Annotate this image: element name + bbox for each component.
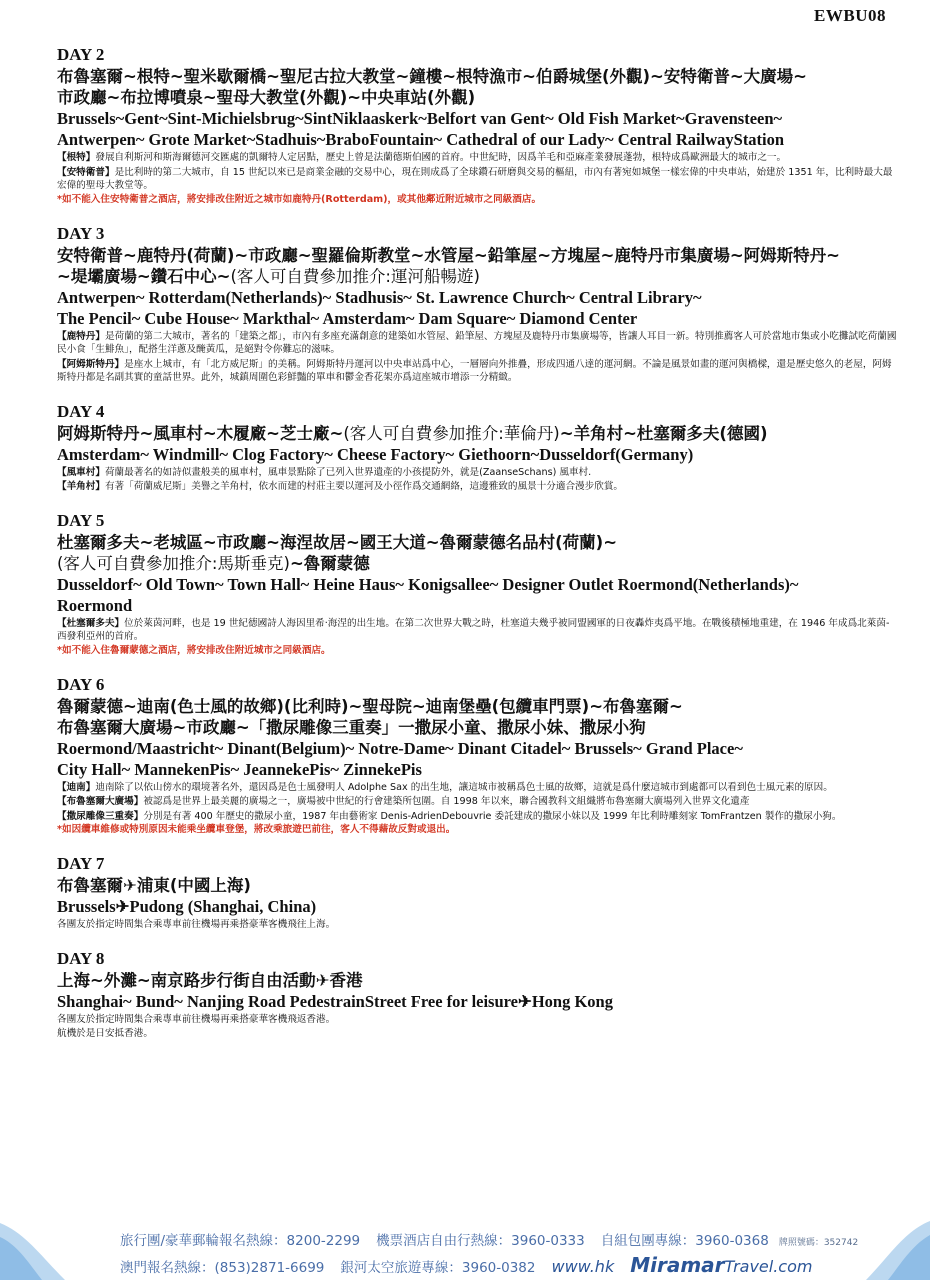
hotel-notice: *如因纜車維修或特別原因未能乘坐纜車登堡，將改乘旅遊巴前往，客人不得藉故反對或退出。 (57, 824, 456, 835)
place-tag: 【羊角村】 (57, 481, 105, 492)
day-section (57, 44, 897, 207)
place-description: 各團友於指定時間集合乘專車前往機場再乘搭豪華客機飛往上海。 (57, 919, 336, 930)
day-label: DAY 7 (57, 854, 105, 873)
day-label: DAY 6 (57, 674, 105, 694)
day-section (57, 401, 897, 494)
optional-tour-note: (客人可自費參加推介:運河船暢遊) (230, 266, 480, 286)
english-route-title: Roermond/Maastricht~ Dinant(Belgium)~ Notre-Dame~ Dinant Citadel~ Brussels~ Grand Place~ (57, 738, 743, 758)
macau-hotline: 澳門報名熱線：(853)2871-6699 (120, 1260, 325, 1276)
place-description: 【安特衛普】是比利時的第二大城市，自 15 世紀以來已是商業金融的交易中心，現在則成爲了全球鑽石研磨與交易的樞紐，市內有著宛如城堡一樣宏偉的中央車站，始建於 1351 年，比利時最大最宏偉的聖母大教堂等。 (57, 166, 893, 191)
day-label: DAY 5 (57, 510, 105, 530)
place-description: 【阿姆斯特丹】是座水上城市，有「北方威尼斯」的美稱。阿姆斯特丹運河以中央車站爲中心，一層層向外推疊，形成四通八達的運河網。不論是風景如畫的運河與橋樑，還是歷史悠久的老屋，阿姆斯特丹都是名副其實的童話世界。此外，城鎮周圍色彩鮮豔的單車和鬱金香花架亦爲這座城市增添一分精緻。 (57, 358, 892, 383)
day-section (57, 853, 897, 932)
footer (0, 1215, 930, 1280)
footer-hotlines-row (120, 1229, 874, 1249)
chinese-route-title: (客人可自費參加推介:馬斯垂克)~魯爾蒙德 (57, 553, 370, 573)
place-description: 【迪南】迪南除了以依山傍水的環境著名外，還因爲是色士風發明人 Adolphe Sax 的出生地，讓這城市被稱爲色士風的故鄉，這就是爲什麼這城市到處都可以看到色士風元素的原因。 (57, 781, 833, 793)
place-description: 各團友於指定時間集合乘專車前往機場再乘搭豪華客機飛返香港。 (57, 1013, 336, 1025)
day-section (57, 510, 897, 658)
english-route-title: Shanghai~ Bund~ Nanjing Road PedestrainStreet Free for leisure✈Hong Kong (57, 991, 613, 1011)
day-label: DAY 4 (57, 401, 105, 421)
english-route-title: Brussels~Gent~Sint-Michielsbrug~SintNiklaaskerk~Belfort van Gent~ Old Fish Market~Gravensteen~ (57, 109, 783, 128)
place-description: 【根特】發展自利斯河和斯海爾德河交匯處的凱爾特人定居點，歷史上曾是法蘭德斯伯國的首府。中世紀時，因爲羊毛和亞麻產業發展蓬勃，根特成爲歐洲最大的城市之一。 (57, 152, 787, 163)
chinese-route-title: 上海~外灘~南京路步行街自由活動✈香港 (57, 970, 363, 990)
place-tag: 【杜塞爾多夫】 (57, 617, 125, 629)
english-route-title: Roermond (57, 595, 133, 615)
place-tag: 【布魯塞爾大廣場】 (57, 796, 144, 807)
day-label: DAY 8 (57, 948, 105, 968)
place-description: 【杜塞爾多夫】位於萊茵河畔，也是 19 世紀德國詩人海因里希·海涅的出生地。在第二次世界大戰之時，杜塞道夫幾乎被同盟國軍的日夜轟炸夷爲平地。在戰後積極地重建，在 1946 年成爲北萊茵-西發利亞州的首府。 (57, 617, 890, 642)
optional-tour-note: (客人可自費參加推介:馬斯垂克) (57, 553, 290, 573)
english-route-title: City Hall~ MannekenPis~ JeannekePis~ ZinnekePis (57, 759, 422, 779)
day-label: DAY 3 (57, 223, 105, 243)
place-description: 【鹿特丹】是荷蘭的第二大城市，著名的「建築之都」，市內有多座充滿創意的建築如水管屋、鉛筆屋、方塊屋及鹿特丹市集廣場等，皆讓人耳目一新。特別推薦客人可於當地市集或小吃攤試吃荷蘭國民小食「生鯡魚」，配搭生洋蔥及醃黃瓜，是絕對令你難忘的滋味。 (57, 330, 897, 355)
hotel-notice: *如不能入住魯爾蒙德之酒店，將安排改住附近城市之同級酒店。 (57, 644, 331, 656)
chinese-route-title: 杜塞爾多夫~老城區~市政廳~海涅故居~國王大道~魯爾蒙德名品村(荷蘭)~ (57, 532, 618, 552)
optional-tour-note: (客人可自費參加推介:華倫丹) (343, 423, 560, 443)
english-route-title: Amsterdam~ Windmill~ Clog Factory~ Cheese Factory~ Giethoorn~Dusseldorf(Germany) (57, 444, 694, 464)
place-description: 【風車村】荷蘭最著名的如詩似畫般美的風車村，風車景點除了已列入世界遺產的小孩提防外，就是(ZaanseSchans) 風車村. (57, 466, 592, 478)
document-code: EWBU08 (814, 6, 886, 25)
english-route-title: Antwerpen~ Grote Market~Stadhuis~BraboFountain~ Cathedral of our Lady~ Central RailwayStation (57, 130, 785, 149)
place-description: 航機於是日安抵香港。 (57, 1028, 153, 1039)
place-tag: 【阿姆斯特丹】 (57, 358, 125, 370)
tour-hotline: 旅行團/豪華郵輪報名熱線：8200-2299 (120, 1233, 361, 1249)
galaxy-hotline: 銀河太空旅遊專線：3960-0382 (340, 1260, 536, 1276)
chinese-route-title: 魯爾蒙德~迪南(色士風的故鄉)(比利時)~聖母院~迪南堡壘(包纜車門票)~布魯塞爾~ (57, 696, 683, 716)
hotel-notice: *如不能入住安特衛普之酒店，將安排改住附近之城市如鹿特丹(Rotterdam)，或其他鄰近附近城市之同級酒店。 (57, 193, 542, 205)
day-section (57, 223, 897, 385)
chinese-route-title: 安特衛普~鹿特丹(荷蘭)~市政廳~聖羅倫斯教堂~水管屋~鉛筆屋~方塊屋~鹿特丹市集廣場~阿姆斯特丹~ (57, 245, 841, 265)
day-label: DAY 2 (57, 45, 105, 64)
chinese-route-title: 阿姆斯特丹~風車村~木履廠~芝士廠~(客人可自費參加推介:華倫丹)~羊角村~杜塞爾多夫(德國) (57, 423, 768, 443)
place-tag: 【安特衛普】 (57, 166, 115, 178)
english-route-title: The Pencil~ Cube House~ Markthal~ Amsterdam~ Dam Square~ Diamond Center (57, 308, 638, 328)
english-route-title: Antwerpen~ Rotterdam(Netherlands)~ Stadhusis~ St. Lawrence Church~ Central Library~ (57, 287, 702, 307)
day-section (57, 674, 897, 838)
place-tag: 【撒尿雕像三重奏】 (57, 810, 144, 822)
chinese-route-title: 市政廳~布拉博噴泉~聖母大教堂(外觀)~中央車站(外觀) (57, 88, 476, 107)
website-link[interactable]: www.hk MiramarTravel.com (551, 1253, 813, 1277)
group-hotline: 自組包團專線：3960-0368 (600, 1233, 769, 1249)
itinerary (57, 44, 897, 1057)
chinese-route-title: 布魯塞爾大廣場~市政廳~「撒尿雕像三重奏」一撒尿小童、撒尿小妹、撒尿小狗 (57, 717, 646, 737)
chinese-route-title: 布魯塞爾✈浦東(中國上海) (57, 876, 251, 895)
ticket-hotline: 機票酒店自由行熱線：3960-0333 (376, 1233, 585, 1249)
place-description: 【羊角村】有著「荷蘭威尼斯」美譽之羊角村，依水而建的村莊主要以運河及小徑作爲交通網絡，這邊雅致的風景十分適合漫步欣賞。 (57, 481, 624, 492)
english-route-title: Dusseldorf~ Old Town~ Town Hall~ Heine Haus~ Konigsallee~ Designer Outlet Roermond(Netherlands)~ (57, 574, 799, 594)
chinese-route-title: 布魯塞爾~根特~聖米歇爾橋~聖尼古拉大教堂~鐘樓~根特漁市~伯爵城堡(外觀)~安特衛普~大廣場~ (57, 67, 808, 86)
place-tag: 【根特】 (57, 152, 96, 163)
english-route-title: Brussels✈Pudong (Shanghai, China) (57, 897, 317, 916)
place-tag: 【迪南】 (57, 781, 96, 793)
footer-macau-row (120, 1253, 844, 1277)
chinese-route-title: ~堤壩廣場~鑽石中心~(客人可自費參加推介:運河船暢遊) (57, 266, 480, 286)
place-tag: 【風車村】 (57, 466, 105, 478)
place-tag: 【鹿特丹】 (57, 330, 105, 342)
place-description: 【撒尿雕像三重奏】分別是有著 400 年歷史的撒尿小童，1987 年由藝術家 Denis-AdrienDebouvrie 委託建成的撒尿小妹以及 1999 年比利時雕刻家 TomFrantzen 製作的撒尿小狗。 (57, 810, 842, 822)
place-description: 【布魯塞爾大廣場】被認爲是世界上最美麗的廣場之一，廣場被中世紀的行會建築所包圍。自 1998 年以來，聯合國教科文組織將布魯塞爾大廣場列入世界文化遺產 (57, 796, 750, 807)
license-number: 牌照號碼：352742 (778, 1238, 859, 1248)
day-section (57, 948, 897, 1041)
